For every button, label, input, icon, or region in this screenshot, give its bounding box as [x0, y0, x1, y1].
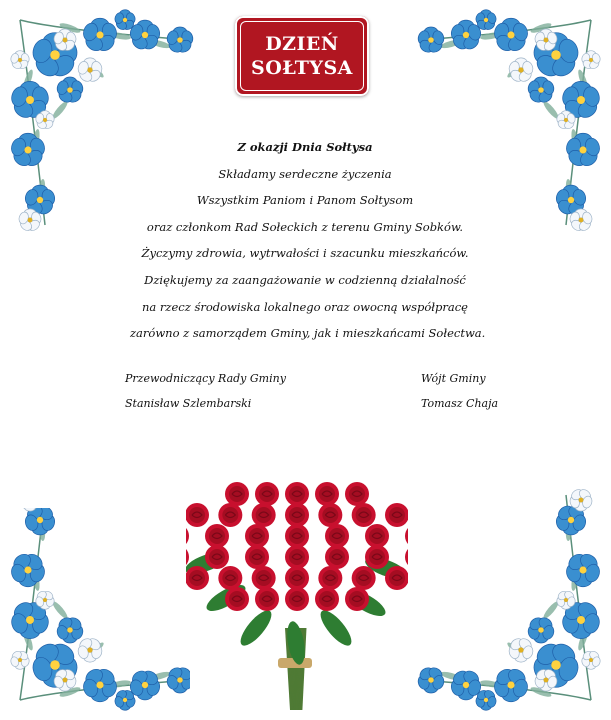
greeting-line: Życzymy zdrowia, wytrwałości i szacunku mieszkańców. — [141, 246, 469, 261]
rose-icon — [285, 587, 309, 611]
rose-icon — [252, 566, 276, 590]
rose-icon — [285, 566, 309, 590]
rose-icon — [315, 482, 339, 506]
rose-icon — [285, 503, 309, 527]
rose-icon — [252, 503, 276, 527]
rose-bouquet-icon — [186, 478, 408, 714]
rose-icon — [365, 545, 389, 569]
white-flower-icon — [10, 51, 31, 71]
signature-right — [421, 366, 498, 416]
blue-flower-icon — [55, 77, 84, 105]
greeting-line: zarówno z samorządem Gminy, jak i mieszkańcami Sołectwa. — [130, 326, 486, 341]
rose-icon — [225, 587, 249, 611]
blue-flower-icon — [23, 508, 56, 535]
blue-flower-icon — [416, 665, 445, 693]
blue-flower-icon — [81, 18, 118, 54]
rose-icon — [345, 587, 369, 611]
floral-corner-bottom-left-icon — [0, 508, 190, 720]
rose-icon — [218, 503, 242, 527]
rose-icon — [186, 566, 209, 590]
blue-flower-icon — [564, 551, 601, 587]
white-flower-icon — [581, 650, 602, 670]
blue-flower-icon — [492, 666, 529, 702]
white-flower-icon — [507, 58, 534, 84]
title-line-2: SOŁTYSA — [251, 57, 353, 79]
rose-icon — [245, 524, 269, 548]
rose-icon — [385, 503, 408, 527]
signature-right-name: Tomasz Chaja — [421, 397, 499, 410]
blue-flower-icon — [9, 133, 46, 169]
rose-icon — [186, 524, 189, 548]
rose-icon — [352, 503, 376, 527]
rose-icon — [385, 566, 408, 590]
greeting-heading: Z okazji Dnia Sołtysa — [237, 140, 373, 154]
greeting-line: Składamy serdeczne życzenia — [218, 166, 392, 181]
signature-right-role: Wójt Gminy — [421, 372, 486, 385]
blue-flower-icon — [55, 615, 84, 643]
title-badge — [235, 16, 369, 96]
rose-icon — [405, 524, 408, 548]
rose-icon — [285, 545, 309, 569]
white-flower-icon — [10, 650, 31, 670]
signature-left — [125, 366, 286, 416]
blue-flower-icon — [526, 77, 555, 105]
signature-left-role: Przewodniczący Rady Gminy — [125, 372, 286, 385]
greeting-line: Wszystkim Paniom i Panom Sołtysom — [196, 193, 414, 208]
rose-icon — [225, 482, 249, 506]
greeting-line: oraz członkom Rad Sołeckich z terenu Gminy Sobków. — [146, 219, 464, 234]
rose-icon — [285, 524, 309, 548]
blue-flower-icon — [416, 27, 445, 55]
signature-left-name: Stanisław Szlembarski — [125, 397, 252, 410]
blue-flower-icon — [526, 615, 555, 643]
blue-flower-icon — [492, 18, 529, 54]
greeting-line: na rzecz środowiska lokalnego oraz owocną współpracę — [142, 299, 468, 314]
white-flower-icon — [76, 58, 103, 84]
rose-icon — [255, 482, 279, 506]
rose-icon — [352, 566, 376, 590]
rose-icon — [315, 587, 339, 611]
rose-icon — [345, 482, 369, 506]
rose-icon — [325, 524, 349, 548]
blue-flower-icon — [564, 133, 601, 169]
white-flower-icon — [507, 636, 534, 662]
rose-icon — [186, 503, 209, 527]
greeting-text — [130, 134, 486, 347]
title-line-1: DZIEŃ — [265, 33, 339, 55]
blue-flower-icon — [165, 27, 194, 55]
rose-icon — [205, 545, 229, 569]
rose-icon — [218, 566, 242, 590]
rose-icon — [285, 482, 309, 506]
rose-icon — [318, 566, 342, 590]
rose-icon — [405, 545, 408, 569]
rose-icon — [325, 545, 349, 569]
greeting-line: Dziękujemy za zaangażowanie w codzienną działalność — [144, 272, 466, 287]
rose-icon — [365, 524, 389, 548]
blue-flower-icon — [9, 551, 46, 587]
white-flower-icon — [76, 636, 103, 662]
blue-flower-icon — [81, 666, 118, 702]
floral-corner-bottom-right-icon — [416, 488, 611, 720]
rose-icon — [245, 545, 269, 569]
rose-icon — [318, 503, 342, 527]
rose-icon — [205, 524, 229, 548]
rose-icon — [255, 587, 279, 611]
white-flower-icon — [581, 51, 602, 71]
